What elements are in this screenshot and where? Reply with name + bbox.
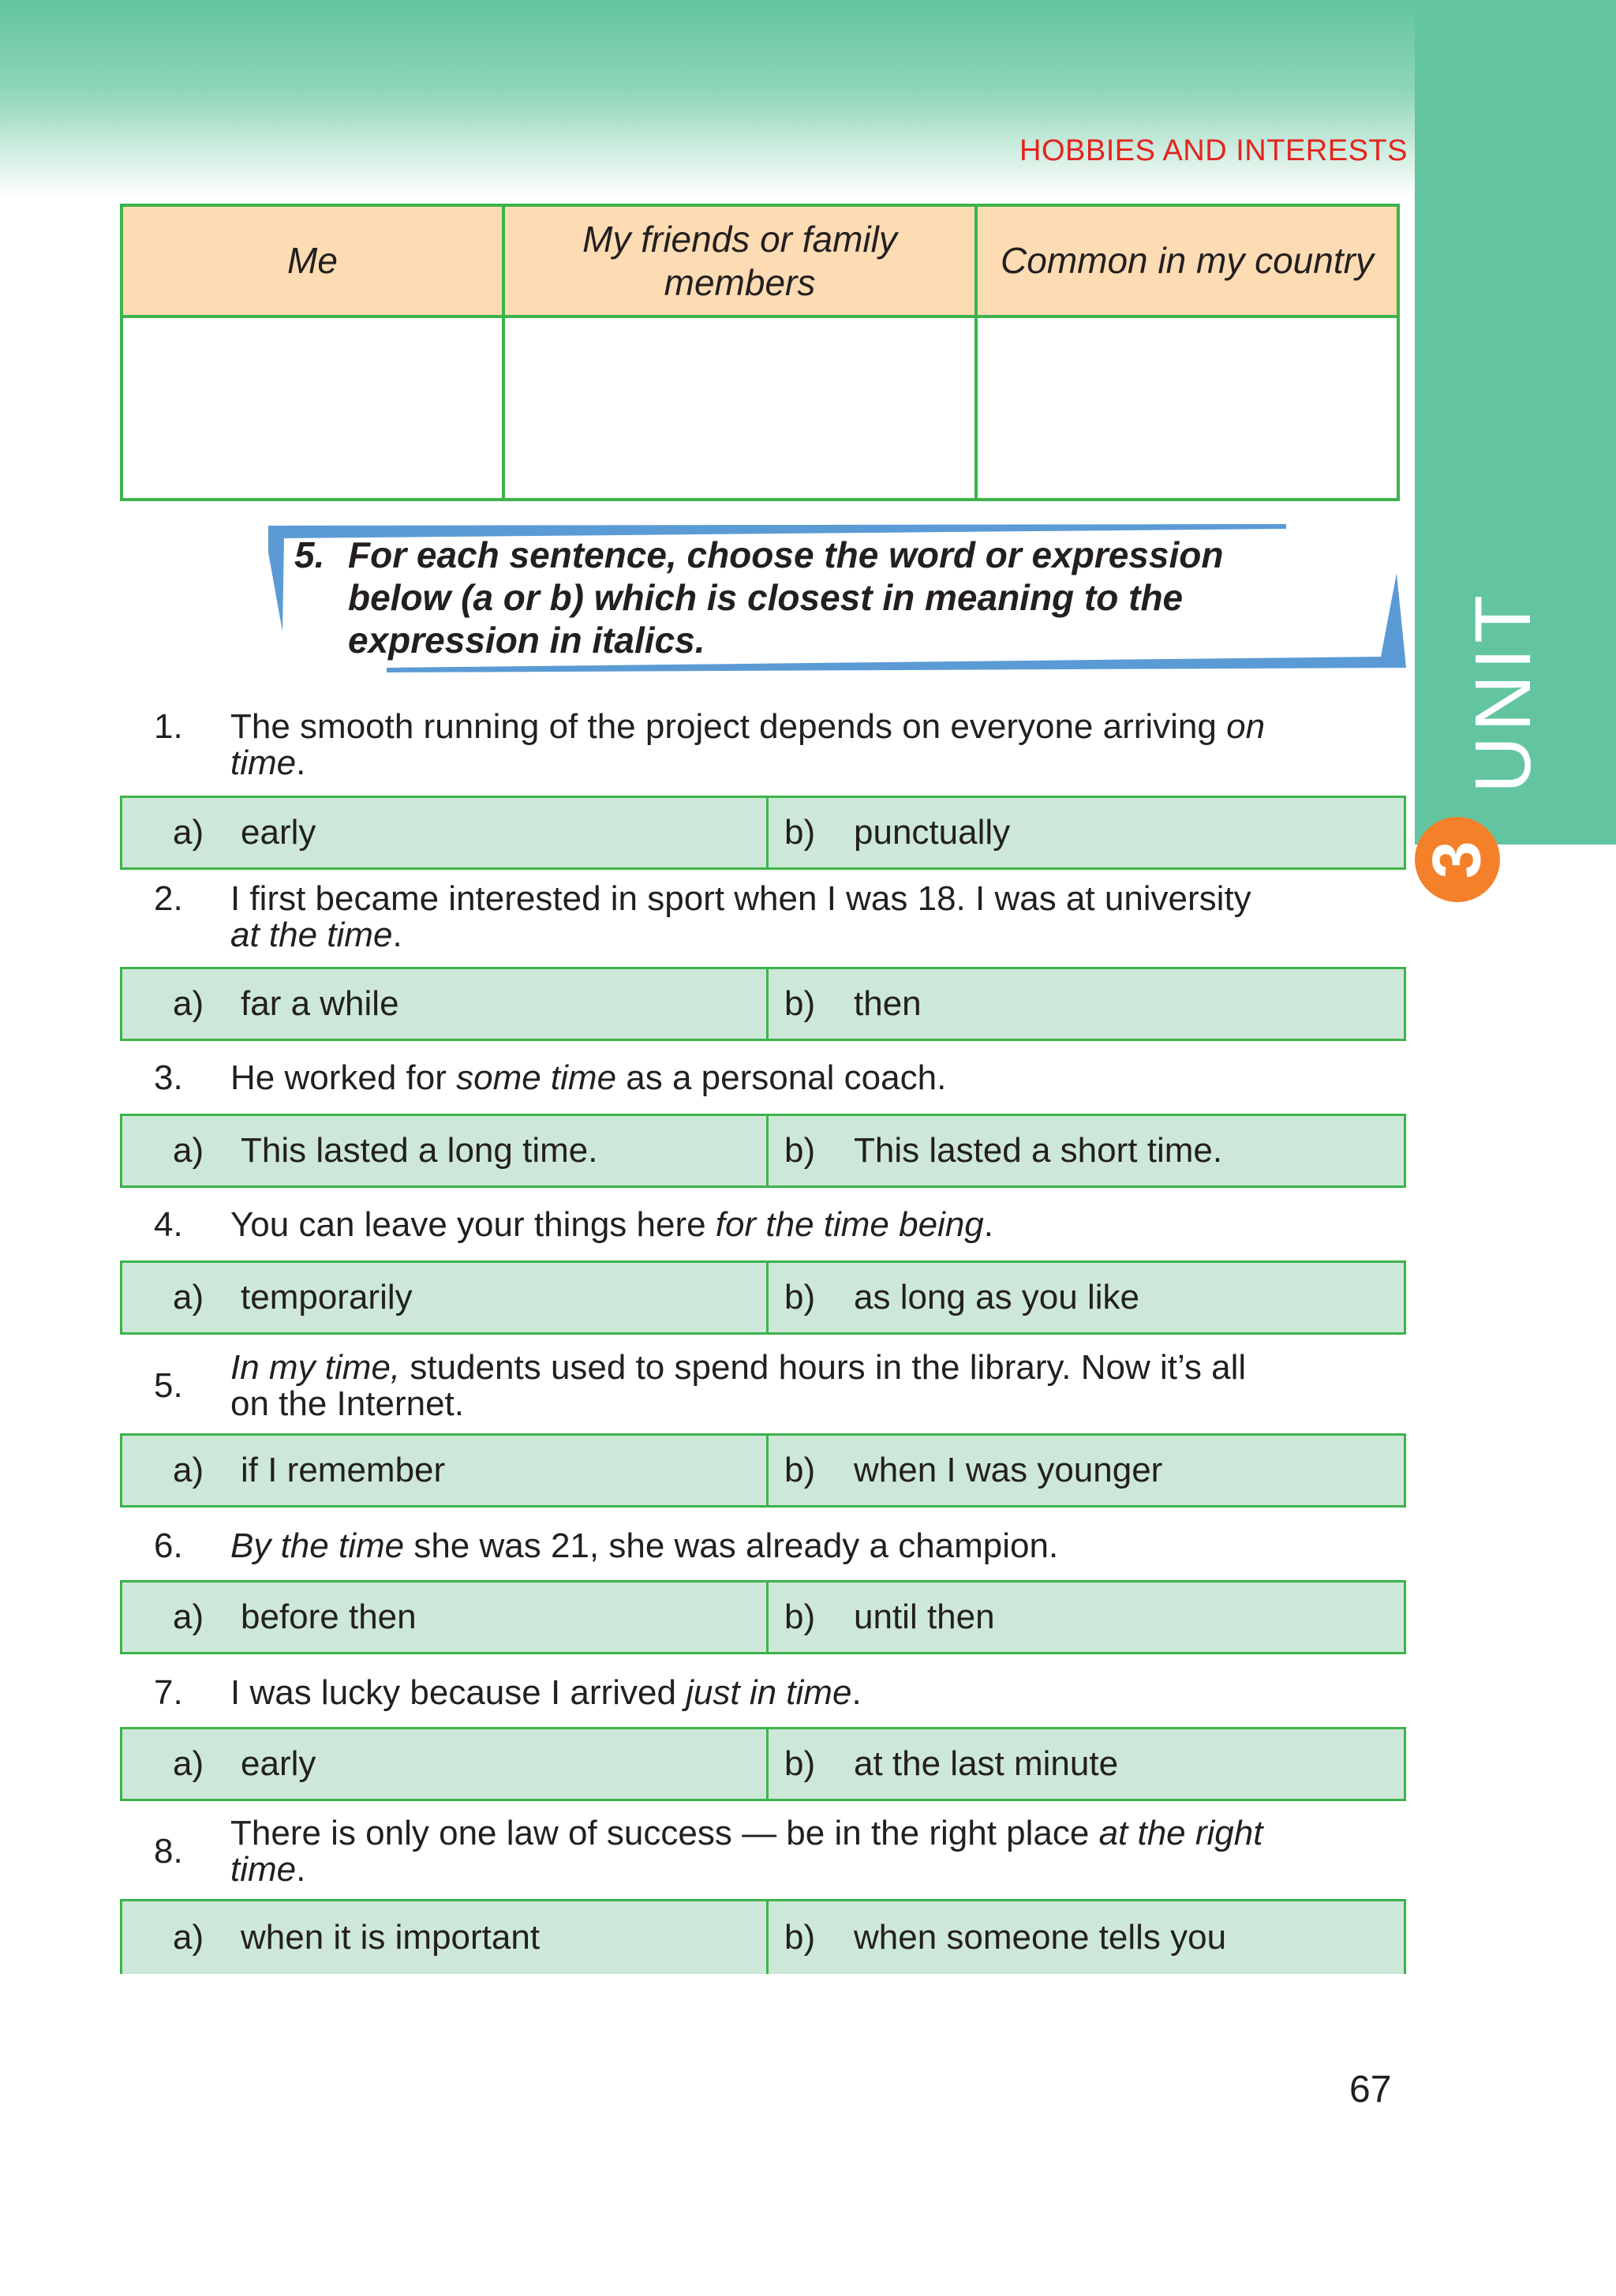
option-b[interactable]: b) at the last minute (784, 1744, 1119, 1783)
options-row-7 (120, 1727, 1406, 1801)
section-title: HOBBIES AND INTERESTS (1019, 134, 1408, 167)
question-2: 2. I first became interested in sport when I was 18. I was at university at the time. (154, 879, 1251, 954)
option-a[interactable]: a) before then (122, 1582, 769, 1652)
option-a[interactable]: a) early (122, 798, 769, 867)
option-a[interactable]: a) when it is important (122, 1901, 769, 1974)
question-6: 6. By the time she was 21, she was already a champion. (154, 1526, 1059, 1565)
table-header-friends: My friends or family members (503, 205, 976, 316)
option-b[interactable]: b) as long as you like (784, 1278, 1139, 1317)
question-1: 1. The smooth running of the project depends on everyone arriving on time. (154, 707, 1266, 782)
options-row-4 (120, 1260, 1406, 1335)
option-a[interactable]: a) This lasted a long time. (122, 1116, 769, 1185)
options-row-6 (120, 1580, 1406, 1654)
option-b[interactable]: b) until then (784, 1597, 995, 1636)
options-row-1 (120, 796, 1406, 870)
table-cell-me[interactable] (122, 316, 503, 500)
unit-label: UNIT (1459, 590, 1548, 793)
question-4: 4. You can leave your things here for the time being. (154, 1205, 993, 1244)
options-row-5 (120, 1433, 1406, 1508)
option-a[interactable]: a) far a while (122, 969, 769, 1039)
question-8: 8. There is only one law of success — be in the right place at the right time. (154, 1814, 1263, 1889)
option-b[interactable]: b) punctually (784, 813, 1011, 852)
exercise-instruction: 5. For each sentence, choose the word or expression below (a or b) which is closest in meaning to the expression in italics. (294, 534, 1224, 661)
table-cell-country[interactable] (976, 316, 1398, 500)
page-number: 67 (1349, 2069, 1392, 2111)
table-cell-friends[interactable] (503, 316, 976, 500)
table-header-me: Me (122, 205, 503, 316)
unit-number-badge: 3 (1415, 817, 1500, 902)
question-7: 7. I was lucky because I arrived just in time. (154, 1673, 862, 1712)
options-row-2 (120, 967, 1406, 1041)
question-5: 5. In my time, students used to spend hours in the library. Now it’s all on the Internet. (154, 1348, 1247, 1423)
option-b[interactable]: b) then (784, 984, 922, 1023)
option-b[interactable]: b) This lasted a short time. (784, 1131, 1223, 1170)
option-b[interactable]: b) when someone tells you (784, 1918, 1227, 1957)
option-b[interactable]: b) when I was younger (784, 1451, 1163, 1489)
option-a[interactable]: a) early (122, 1729, 769, 1799)
options-row-8 (120, 1899, 1406, 1974)
hobbies-table (120, 204, 1400, 501)
question-3: 3. He worked for some time as a personal coach. (154, 1058, 947, 1097)
options-row-3 (120, 1114, 1406, 1188)
exercise-number: 5. (294, 534, 325, 575)
table-header-country: Common in my country (976, 205, 1398, 316)
option-a[interactable]: a) if I remember (122, 1436, 769, 1505)
option-a[interactable]: a) temporarily (122, 1263, 769, 1332)
